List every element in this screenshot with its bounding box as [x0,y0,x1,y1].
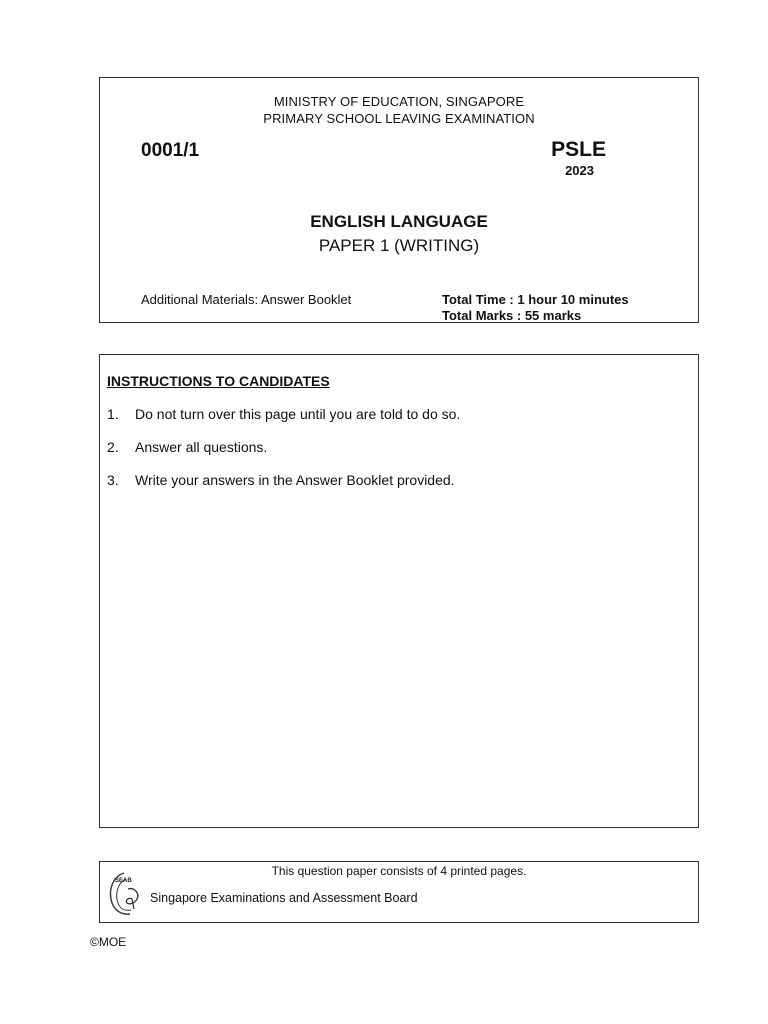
footer-box [99,861,699,923]
additional-materials: Additional Materials: Answer Booklet [141,292,352,307]
paper-code: 0001/1 [141,140,200,161]
seab-logo-icon [106,869,150,917]
subject-title: ENGLISH LANGUAGE [310,212,488,231]
instructions-title: INSTRUCTIONS TO CANDIDATES [107,373,330,389]
paper-title: PAPER 1 (WRITING) [318,236,480,255]
instruction-number: 3. [107,472,119,488]
instruction-item [107,439,460,455]
instruction-item [107,406,460,422]
copyright-note: ©MOE [90,935,127,949]
logo-text: SEAB [115,878,132,884]
exam-header-box [99,77,699,323]
page-count-note: This question paper consists of 4 printed pages. [271,864,527,878]
instruction-text: Answer all questions. [135,439,268,455]
total-time: Total Time : 1 hour 10 minutes [442,292,629,307]
instruction-text: Write your answers in the Answer Booklet provided. [135,472,455,488]
exam-short-name: PSLE [551,138,606,161]
instruction-number: 1. [107,406,119,422]
instruction-text: Do not turn over this page until you are told to do so. [135,406,461,422]
exam-name: PRIMARY SCHOOL LEAVING EXAMINATION [263,111,535,126]
exam-year: 2023 [565,163,594,178]
total-marks: Total Marks : 55 marks [442,308,582,323]
instructions-box [99,354,699,828]
instruction-item [107,472,460,488]
instructions-list [107,406,460,505]
exam-board-name: Singapore Examinations and Assessment Board [150,891,418,905]
instruction-number: 2. [107,439,119,455]
ministry-name: MINISTRY OF EDUCATION, SINGAPORE [273,94,525,109]
